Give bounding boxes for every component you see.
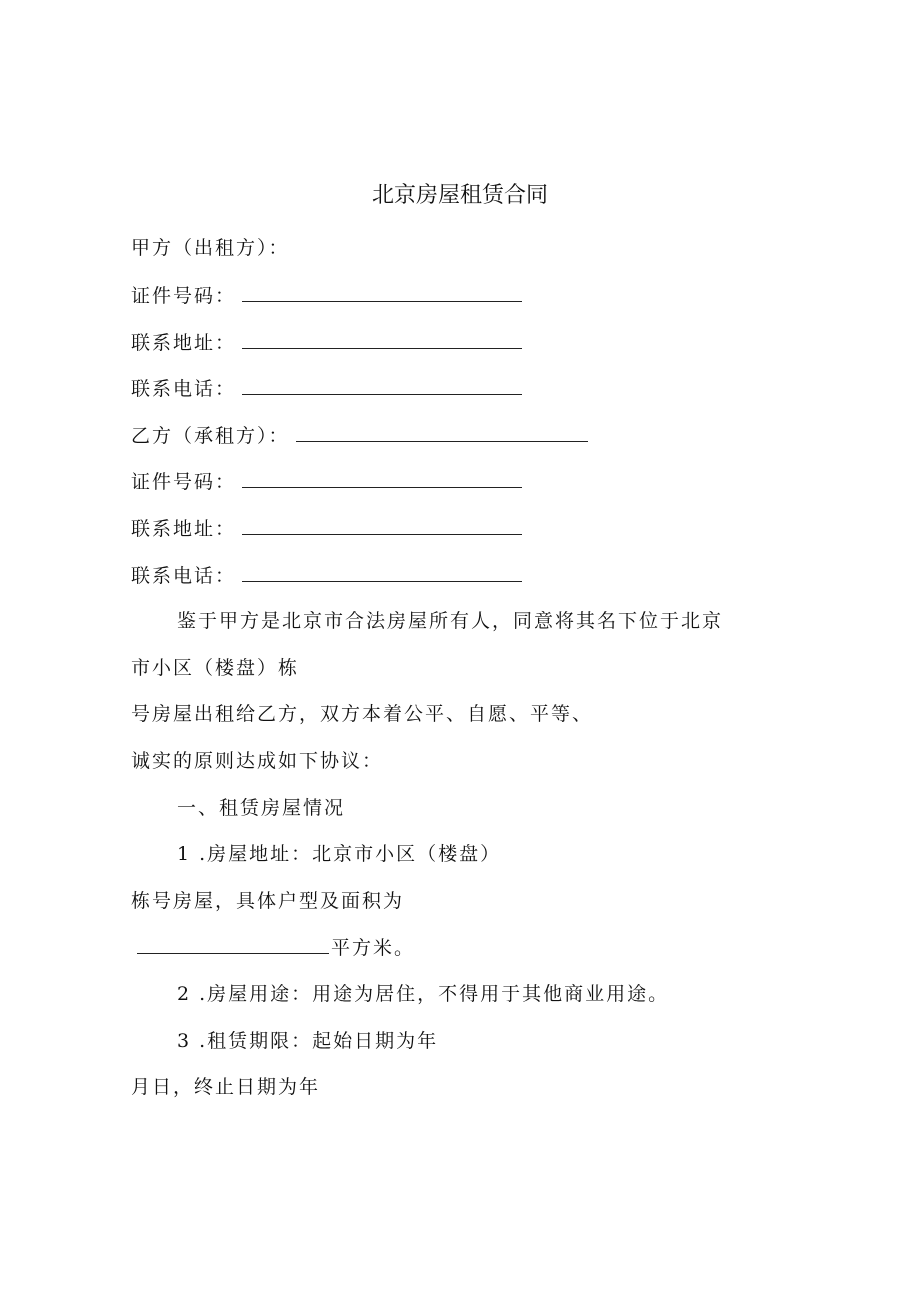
party-b-name-blank[interactable] [296,421,588,442]
party-a-address-label: 联系地址： [131,332,237,354]
party-b-label: 乙方（承租方）： [131,425,290,447]
section-1-item-3-line-1: 3 .租赁期限：起始日期为年 [177,1030,439,1052]
section-1-item-3-line-2: 月日，终止日期为年 [131,1076,321,1098]
preamble-line-2: 市小区（楼盘）栋 [131,657,300,679]
area-unit-label: 平方米。 [331,937,416,959]
party-b-id-row [131,467,522,496]
party-b-id-blank[interactable] [242,467,522,488]
party-a-label [131,234,290,262]
party-b-id-label: 证件号码： [131,471,237,493]
party-b-phone-label: 联系电话： [131,565,237,587]
party-a-address-row [131,328,522,357]
section-1-item-1-line-3 [137,933,415,962]
party-a-id-blank[interactable] [242,281,522,302]
section-1-item-1-line-1: 1 .房屋地址：北京市小区（楼盘） [177,843,502,865]
area-blank[interactable] [137,933,329,954]
document-title: 北京房屋租赁合同 [371,183,548,208]
party-b-address-blank[interactable] [242,514,522,535]
preamble-line-4: 诚实的原则达成如下协议： [131,750,384,772]
section-1-item-2: 2 .房屋用途：用途为居住，不得用于其他商业用途。 [177,983,670,1005]
party-a-phone-blank[interactable] [242,374,522,395]
party-b-row [131,421,588,450]
party-b-phone-row [131,561,522,590]
section-1-heading: 一、租赁房屋情况 [177,797,346,819]
party-a-phone-row [131,374,522,403]
party-b-address-row [131,514,522,543]
party-a-id-label: 证件号码： [131,285,237,307]
preamble-line-1: 鉴于甲方是北京市合法房屋所有人，同意将其名下位于北京 [177,610,724,632]
party-a-address-blank[interactable] [242,328,522,349]
party-a-phone-label: 联系电话： [131,378,237,400]
party-a-label-text: 甲方（出租方）： [131,237,290,259]
party-a-id-row [131,281,522,310]
party-b-phone-blank[interactable] [242,561,522,582]
party-b-address-label: 联系地址： [131,518,237,540]
section-1-item-1-line-2: 栋号房屋，具体户型及面积为 [131,890,405,912]
preamble-line-3: 号房屋出租给乙方，双方本着公平、自愿、平等、 [131,703,594,725]
